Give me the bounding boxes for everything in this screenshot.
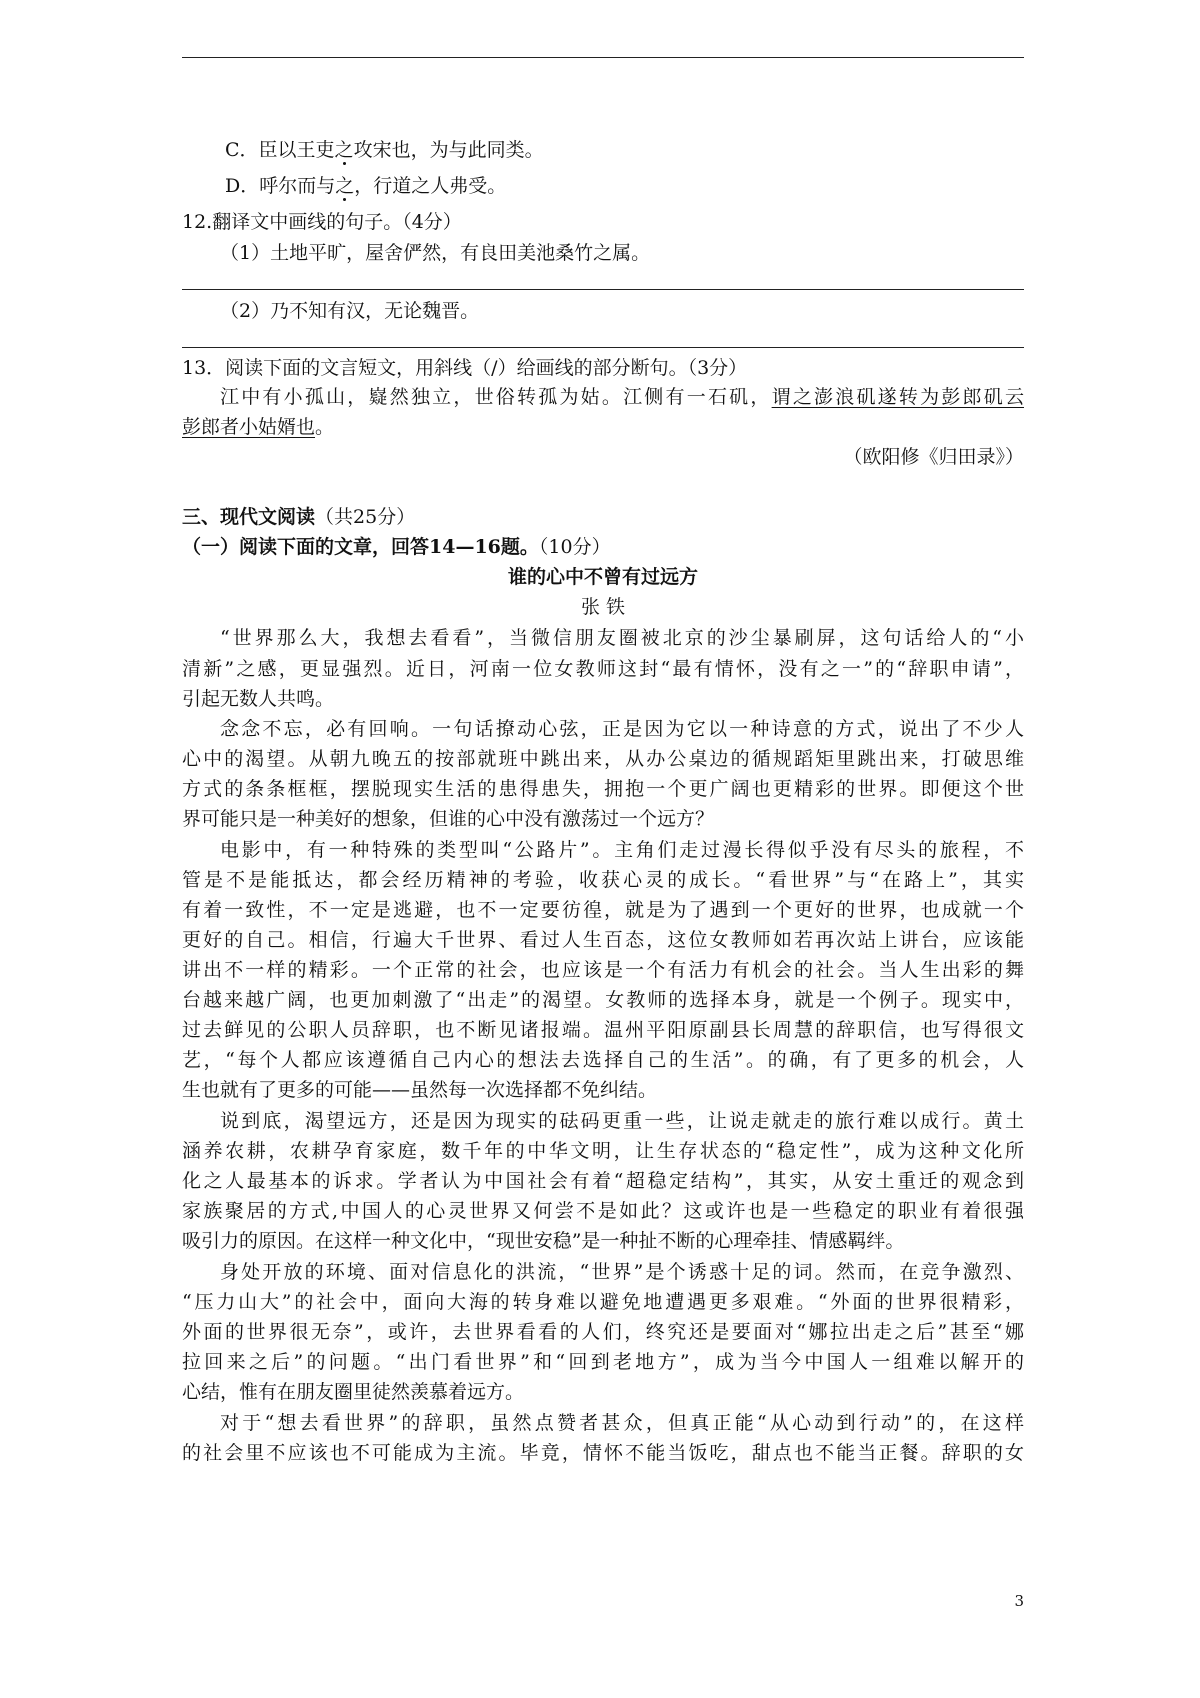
- article-title: 谁的心中不曾有过远方: [507, 566, 698, 588]
- subsection-heading: [182, 530, 1024, 564]
- option-d-text-b: ，行道之人弗受。: [354, 175, 507, 197]
- q13-text-line-1: [220, 380, 1024, 414]
- body-line: 电影中，有一种特殊的类型叫“公路片”。主角们走过漫长得似乎没有尽头的旅程，不: [220, 839, 1024, 861]
- q11-option-d: [225, 169, 1067, 203]
- body-line: “压力山大”的社会中，面向大海的转身难以避免地遭遇更多艰难。“外面的世界很精彩，: [182, 1291, 1024, 1313]
- body-line: 外面的世界很无奈”，或许，去世界看看的人们，终究还是要面对“娜拉出走之后”甚至“娜: [182, 1321, 1024, 1343]
- body-line: 拉回来之后”的问题。“出门看世界”和“回到老地方”，成为当今中国人一组难以解开的: [182, 1351, 1024, 1373]
- header-rule: [182, 57, 1024, 58]
- body-line: 有着一致性，不一定是逃避，也不一定要彷徨，就是为了遇到一个更好的世界，也成就一个: [182, 899, 1024, 921]
- body-line: “世界那么大，我想去看看”，当微信朋友圈被北京的沙尘暴刷屏，这句话给人的“小: [220, 627, 1024, 649]
- subsection-heading-score: （10分）: [538, 536, 611, 558]
- body-line: 家族聚居的方式,中国人的心灵世界又何尝不是如此？这或许也是一些稳定的职业有着很强: [182, 1200, 1024, 1222]
- body-line: 吸引力的原因。在这样一种文化中，“现世安稳”是一种扯不断的心理牵挂、情感羁绊。: [182, 1230, 905, 1252]
- q12-sentence-1: （1）土地平旷，屋舍俨然，有良田美池桑竹之属。: [220, 242, 651, 264]
- body-line: 念念不忘，必有回响。一句话撩动心弦，正是因为它以一种诗意的方式，说出了不少人: [220, 718, 1024, 740]
- body-line: 艺，“每个人都应该遵循自己内心的想法去选择自己的生活”。的确，有了更多的机会，人: [182, 1049, 1024, 1071]
- q13-plain-text: 。: [315, 416, 335, 438]
- q13-plain-text: 江中有小孤山，嶷然独立，世俗转孤为姑。江侧有一石矶，: [220, 386, 772, 408]
- emphasis-dot: [343, 198, 346, 201]
- option-d-dot-char: 之: [335, 175, 355, 197]
- option-c-dot-char: 之: [334, 139, 354, 161]
- body-line: 界可能只是一种美好的想象，但谁的心中没有激荡过一个远方？: [182, 808, 715, 830]
- body-line: 心中的渴望。从朝九晚五的按部就班中跳出来，从办公桌边的循规蹈矩里跳出来，打破思维: [182, 748, 1024, 770]
- section-heading: [182, 500, 1024, 534]
- body-line: 的社会里不应该也不可能成为主流。毕竟，情怀不能当饭吃，甜点也不能当正餐。辞职的女: [182, 1442, 1024, 1464]
- body-line: 讲出不一样的精彩。一个正常的社会，也应该是一个有活力有机会的社会。当人生出彩的舞: [182, 959, 1024, 981]
- option-d-text-a: D．呼尔而与: [225, 175, 336, 197]
- article-author: 张 铁: [580, 596, 626, 618]
- q12-title: 12.翻译文中画线的句子。（4分）: [182, 211, 462, 233]
- section-heading-score: （共25分）: [315, 506, 416, 528]
- body-line: 对于“想去看世界”的辞职，虽然点赞者甚众，但真正能“从心动到行动”的，在这样: [220, 1412, 1024, 1434]
- q13-title: 13．阅读下面的文言短文，用斜线（/）给画线的部分断句。（3分）: [182, 357, 748, 379]
- body-line: 台越来越广阔，也更加刺激了“出走”的渴望。女教师的选择本身，就是一个例子。现实中，: [182, 989, 1024, 1011]
- body-line: 涵养农耕，农耕孕育家庭，数千年的中华文明，让生存状态的“稳定性”，成为这种文化所: [182, 1140, 1024, 1162]
- q13-underlined-text: 谓之澎浪矶遂转为彭郎矶云: [771, 386, 1024, 408]
- body-line: 更好的自己。相信，行遍大千世界、看过人生百态，这位女教师如若再次站上讲台，应该能: [182, 929, 1024, 951]
- q13-underlined-text: 彭郎者小姑婿也: [182, 416, 316, 438]
- subsection-heading-bold: （一）阅读下面的文章，回答14—16题。: [182, 536, 539, 558]
- emphasis-dot: [343, 162, 346, 165]
- body-line: 管是不是能抵达，都会经历精神的考验，收获心灵的成长。“看世界”与“在路上”，其实: [182, 869, 1024, 891]
- body-line: 化之人最基本的诉求。学者认为中国社会有着“超稳定结构”，其实，从安土重迁的观念到: [182, 1170, 1024, 1192]
- option-c-text-a: C．臣以王吏: [225, 139, 335, 161]
- body-line: 引起无数人共鸣。: [182, 688, 335, 710]
- emphasis-char: [335, 175, 354, 197]
- body-line: 身处开放的环境、面对信息化的洪流，“世界”是个诱惑十足的词。然而，在竞争激烈、: [220, 1261, 1024, 1283]
- emphasis-char: [335, 139, 354, 161]
- body-line: 过去鲜见的公职人员辞职，也不断见诸报端。温州平阳原副县长周慧的辞职信，也写得很文: [182, 1019, 1024, 1041]
- body-line: 方式的条条框框，摆脱现实生活的患得患失，拥抱一个更广阔也更精彩的世界。即便这个世: [182, 778, 1024, 800]
- page-number: 3: [1014, 1592, 1024, 1610]
- q11-option-c: [225, 133, 1067, 167]
- q13-source: （欧阳修《归田录》）: [843, 446, 1024, 468]
- q12-sentence-2: （2）乃不知有汉，无论魏晋。: [220, 300, 480, 322]
- section-heading-bold: 三、现代文阅读: [182, 506, 316, 528]
- body-line: 生也就有了更多的可能——虽然每一次选择都不免纠结。: [182, 1079, 658, 1101]
- q13-text-line-2: [182, 410, 1024, 444]
- body-line: 清新”之感，更显强烈。近日，河南一位女教师这封“最有情怀，没有之一”的“辞职申请”，: [182, 658, 1024, 680]
- answer-line-1: [182, 289, 1024, 290]
- body-line: 心结，惟有在朋友圈里徒然羡慕着远方。: [182, 1381, 525, 1403]
- body-line: 说到底，渴望远方，还是因为现实的砝码更重一些，让说走就走的旅行难以成行。黄土: [220, 1110, 1024, 1132]
- option-c-text-b: 攻宋也，为与此同类。: [353, 139, 544, 161]
- answer-line-2: [182, 347, 1024, 348]
